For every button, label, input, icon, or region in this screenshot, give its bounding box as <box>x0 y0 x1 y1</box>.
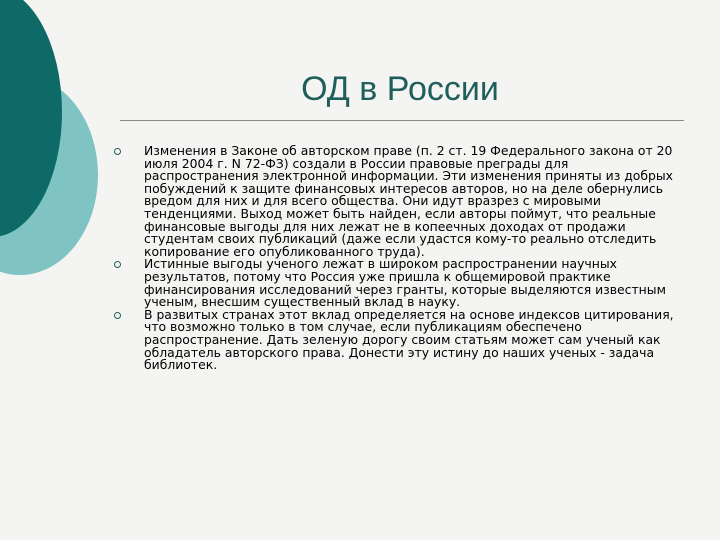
bullet-item-2 <box>114 258 674 308</box>
corner-decoration <box>0 0 120 300</box>
bullet-circle-icon <box>114 312 121 319</box>
title-divider <box>120 120 684 121</box>
bullet-list <box>114 145 674 372</box>
bullet-item-3 <box>114 306 674 373</box>
slide-title: ОД в России <box>301 70 499 108</box>
bullet-circle-icon <box>114 148 121 155</box>
bullet-text-3: В развитых странах этот вклад определяется на основе индексов цитирования, что возможно только в том случае, если публикациям обеспечено распространение. Дать зеленую дорогу своим статьям может сам ученый как обладатель авторского права. Донести эту истину до наших ученых - задача библиотек. <box>144 306 674 373</box>
bullet-circle-icon <box>114 261 121 268</box>
bullet-text-2: Истинные выгоды ученого лежат в широком распространении научных результатов, потому что Россия уже пришла к общемировой практике финансирования исследований через гранты, которые выделяются известным ученым, внесшим существенный вклад в науку. <box>144 256 666 310</box>
bullet-text-1: Изменения в Законе об авторском праве (п. 2 ст. 19 Федерального закона от 20 июля 2004 г. N 72-ФЗ) создали в России правовые преграды для распространения электронной информации. Эти изменения приняты из добрых побуждений к защите финансовых интересов авторов, но на деле обернулись вредом для них и для всего общества. Они идут вразрез с мировыми тенденциями. Выход может быть найден, если авторы поймут, что реальные финансовые выгоды для них лежат не в копеечных доходах от продажи студентам своих публикаций (даже если удастся кому-то реально отследить копирование его опубликованного труда). <box>144 143 673 259</box>
bullet-item-1 <box>114 145 674 258</box>
